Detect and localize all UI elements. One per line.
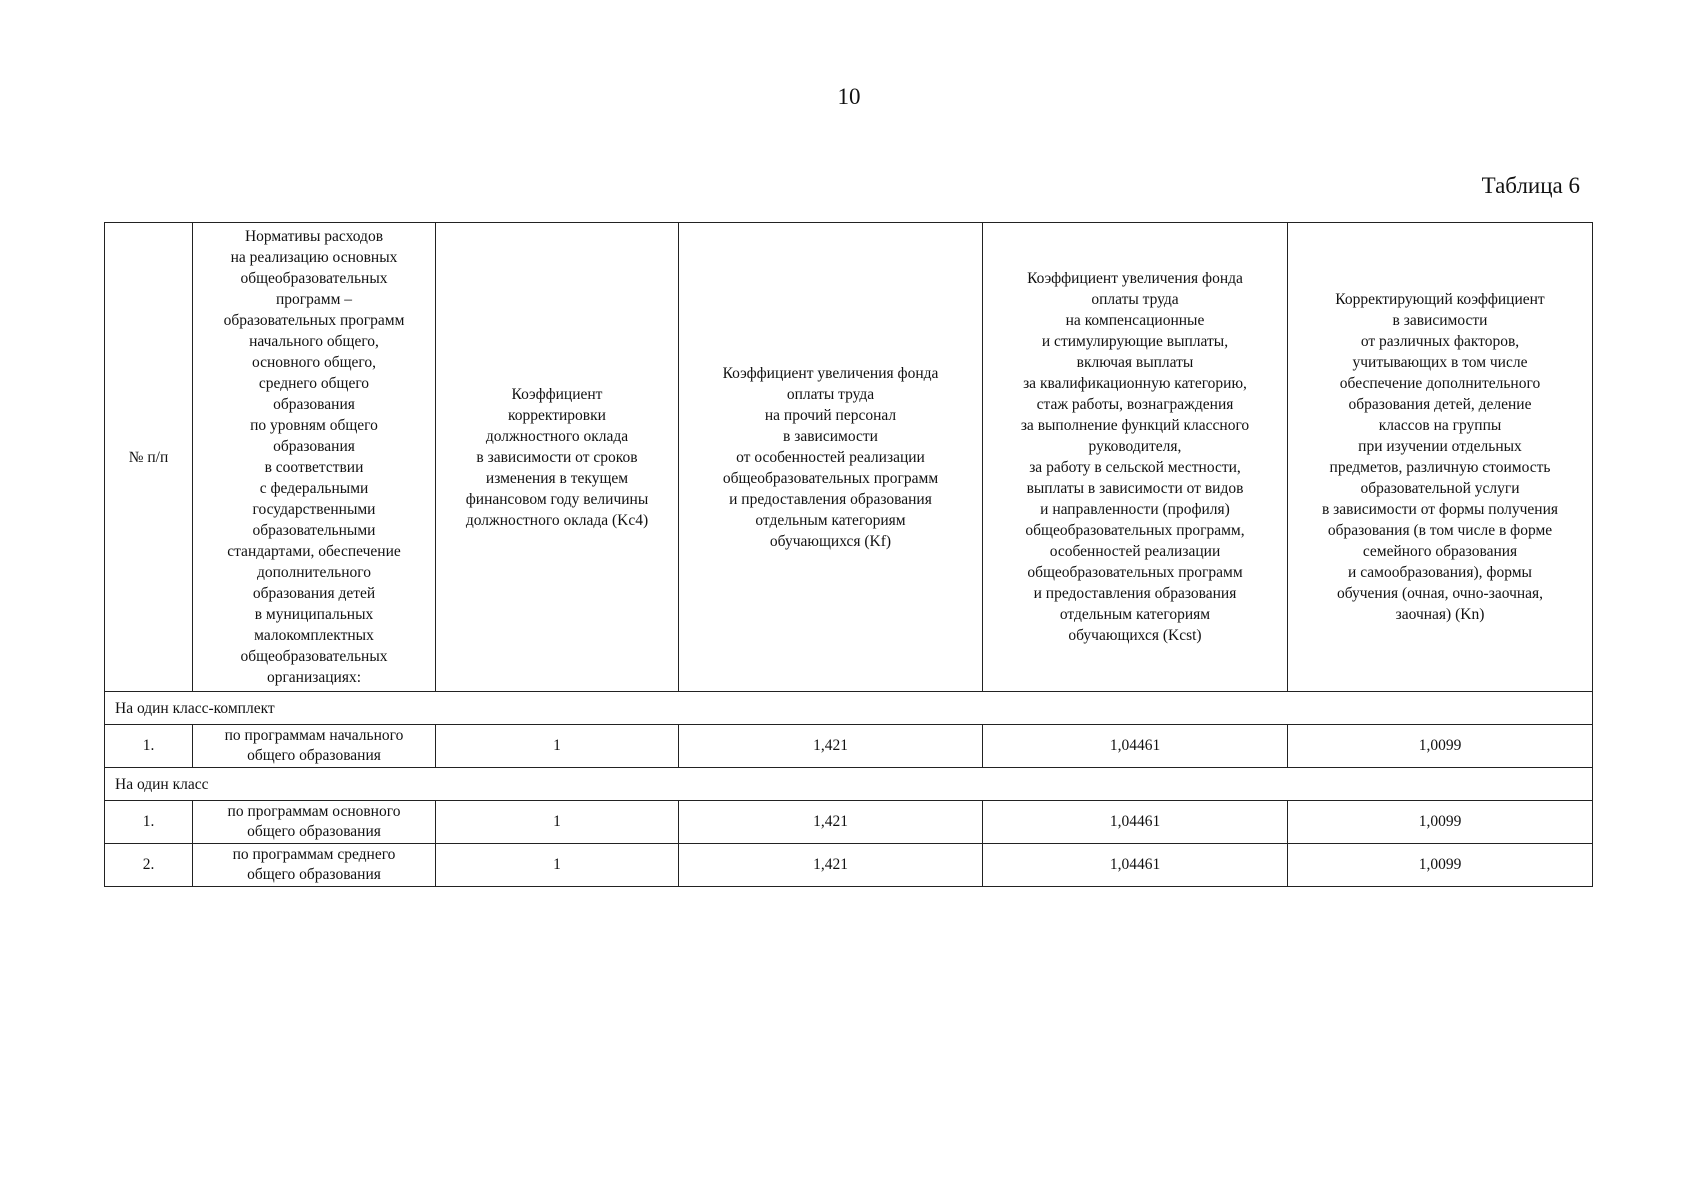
page-number: 10 (837, 84, 861, 109)
header-row (105, 223, 1593, 692)
header-kcst: Коэффициент увеличения фонда оплаты труда на компенсационные и стимулирующие выплаты, включая выплаты за квалификационную категорию, стаж работы, вознаграждения за выполнение функций классного руководителя, за работу в сельской местности, выплаты в зависимости от видов и направленности (профиля) общеобразовательных программ, особенностей реализации общеобразовательных программ и предоставления образования отдельным категориям обучающихся (Kcst) (983, 223, 1288, 692)
section-title: На один класс (105, 768, 1593, 801)
row-number: 1. (105, 801, 193, 844)
header-kn: Корректирующий коэффициент в зависимости от различных факторов, учитывающих в том числе обеспечение дополнительного образования детей, деление классов на группы при изучении отдельных предметов, различную стоимость образовательной услуги в зависимости от формы получения образования (в том числе в форме семейного образования и самообразования), формы обучения (очная, очно-заочная, заочная) (Kn) (1288, 223, 1593, 692)
header-kc4: Коэффициент корректировки должностного оклада в зависимости от сроков изменения в текущем финансовом году величины должностного оклада (Kc4) (436, 223, 679, 692)
row-kf: 1,421 (679, 844, 983, 887)
section-row (105, 692, 1593, 725)
section-title: На один класс-комплект (105, 692, 1593, 725)
row-kc4: 1 (436, 844, 679, 887)
row-kf: 1,421 (679, 725, 983, 768)
row-kc4: 1 (436, 725, 679, 768)
header-kf: Коэффициент увеличения фонда оплаты труда на прочий персонал в зависимости от особенностей реализации общеобразовательных программ и предоставления образования отдельным категориям обучающихся (Kf) (679, 223, 983, 692)
row-number: 2. (105, 844, 193, 887)
row-kcst: 1,04461 (983, 801, 1288, 844)
section-row (105, 768, 1593, 801)
row-number: 1. (105, 725, 193, 768)
row-kn: 1,0099 (1288, 725, 1593, 768)
row-program: по программам начального общего образования (193, 725, 436, 768)
header-number: № п/п (105, 223, 193, 692)
table-row (105, 725, 1593, 768)
row-kn: 1,0099 (1288, 801, 1593, 844)
row-program: по программам основного общего образования (193, 801, 436, 844)
header-norms: Нормативы расходов на реализацию основных общеобразовательных программ – образовательных программ начального общего, основного общего, среднего общего образования по уровням общего образования в соответствии с федеральными государственными образовательными стандартами, обеспечение дополнительного образования детей в муниципальных малокомплектных общеобразовательных организациях: (193, 223, 436, 692)
table-row (105, 844, 1593, 887)
row-kc4: 1 (436, 801, 679, 844)
coefficients-table (104, 222, 1593, 887)
table-row (105, 801, 1593, 844)
row-kf: 1,421 (679, 801, 983, 844)
row-kn: 1,0099 (1288, 844, 1593, 887)
row-program: по программам среднего общего образования (193, 844, 436, 887)
row-kcst: 1,04461 (983, 725, 1288, 768)
row-kcst: 1,04461 (983, 844, 1288, 887)
table-caption: Таблица 6 (1481, 173, 1580, 198)
